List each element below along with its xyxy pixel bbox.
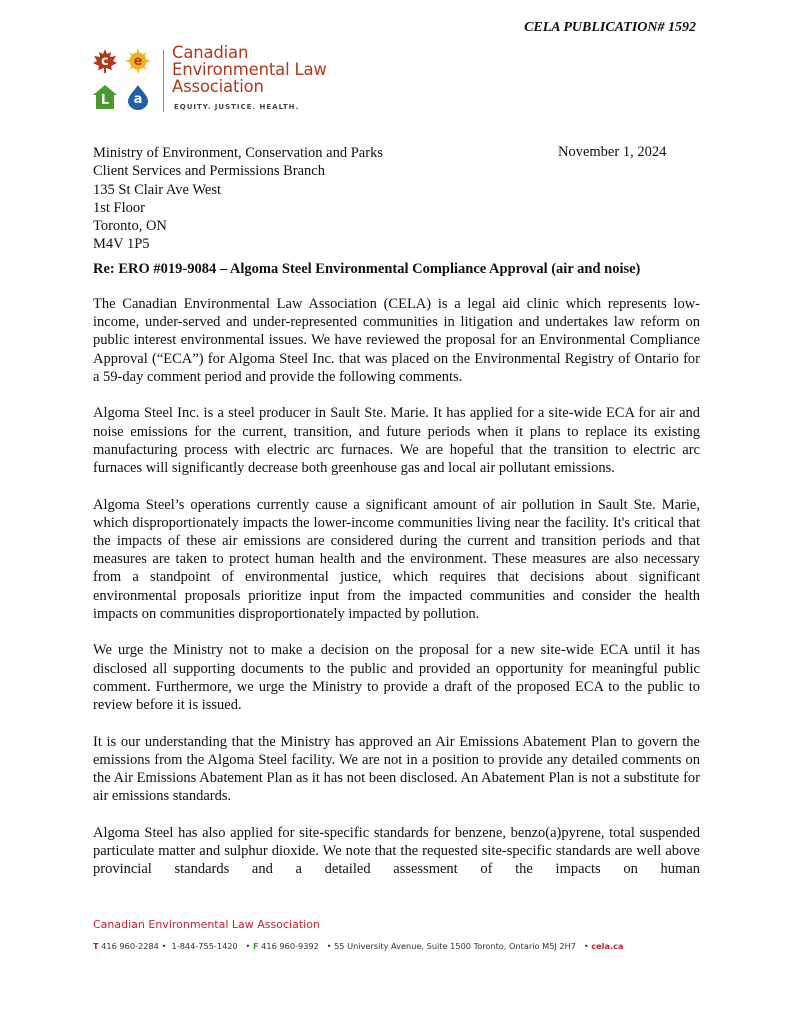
letter-date: November 1, 2024 xyxy=(558,144,667,160)
body-paragraph: Algoma Steel’s operations currently cause a significant amount of air pollution in Sault Ste. Marie, which disproportionately impacts the lower-income communities living near the facility. It's critical that the impacts of these air emissions are considered during the current and transition periods and that measures are taken to protect human health and the environment. These measures are also necessary from a standpoint of environmental justice, which requires that decisions about significant environmental proposals prioritize input from the impacted communities and consider the health impacts on communities disproportionately impacted by pollution. xyxy=(93,496,700,622)
body-paragraph: Algoma Steel has also applied for site-specific standards for benzene, benzo(a)pyrene, total suspended particulate matter and sulphur dioxide. We note that the requested site-specific standards are well above provincial standards and a detailed assessment of the impacts on human xyxy=(93,824,700,878)
recipient-line: Toronto, ON xyxy=(93,218,167,235)
body-paragraph: It is our understanding that the Ministry has approved an Air Emissions Abatement Plan to govern the emissions from the Algoma Steel facility. We are not in a position to provide any detailed comments on the Air Emissions Abatement Plan as it has not been disclosed. An Abatement Plan is not a substitute for air emissions standards. xyxy=(93,733,700,805)
publication-number: CELA PUBLICATION# 1592 xyxy=(524,20,696,35)
bullet: • xyxy=(161,941,167,951)
recipient-line: Client Services and Permissions Branch xyxy=(93,163,325,180)
logo-tagline: EQUITY. JUSTICE. HEALTH. xyxy=(174,103,300,111)
subject-line: Re: ERO #019-9084 – Algoma Steel Environmental Compliance Approval (air and noise) xyxy=(93,261,641,277)
recipient-address xyxy=(93,144,383,254)
logo-divider xyxy=(163,50,164,112)
footer-phone: 416 960-2284 xyxy=(101,941,159,951)
logo-letter-l: L xyxy=(100,92,110,108)
logo-letter-c: c xyxy=(101,53,109,69)
body-paragraph: The Canadian Environmental Law Association (CELA) is a legal aid clinic which represents low-income, under-served and under-represented communities in litigation and undertakes law reform on public interest environmental issues. We have reviewed the proposal for an Environmental Compliance Approval (“ECA”) for Algoma Steel Inc. that was placed on the Environmental Registry of Ontario for a 59-day comment period and provide the following comments. xyxy=(93,296,700,385)
logo-letter-a: a xyxy=(133,92,143,107)
footer-contact xyxy=(93,941,624,951)
recipient-line: 1st Floor xyxy=(93,199,145,216)
recipient-line: Ministry of Environment, Conservation and Parks xyxy=(93,145,383,161)
body-paragraph: Algoma Steel Inc. is a steel producer in Sault Ste. Marie. It has applied for a site-wide ECA for air and noise emissions for the current, transition, and future periods when it plans to replace its existing manufacturing process with electric arc furnaces. We are hopeful that the transition to electric arc furnaces will significantly decrease both greenhouse gas and local air pollutant emissions. xyxy=(93,405,700,477)
bullet: • xyxy=(245,941,251,951)
bullet: • xyxy=(583,941,589,951)
bullet: • xyxy=(326,941,332,951)
recipient-line: M4V 1P5 xyxy=(93,236,150,253)
footer-address: 55 University Avenue, Suite 1500 Toronto, Ontario M5J 2H7 xyxy=(334,941,576,951)
phone-label: T xyxy=(93,941,99,951)
fax-label: F xyxy=(252,941,259,951)
recipient-line: 135 St Clair Ave West xyxy=(93,181,221,198)
logo-name-line-2: Environmental Law xyxy=(172,60,327,79)
logo-icons xyxy=(92,44,156,112)
footer-fax: 416 960-9392 xyxy=(261,941,319,951)
footer-website-link[interactable]: cela.ca xyxy=(591,941,624,951)
water-drop-icon xyxy=(125,84,151,110)
sun-icon xyxy=(125,48,151,74)
footer-tollfree: 1-844-755-1420 xyxy=(171,941,238,951)
house-icon xyxy=(92,84,118,110)
logo-name-line-1: Canadian xyxy=(172,43,249,62)
cela-logo xyxy=(92,44,352,118)
logo-wordmark xyxy=(172,44,327,95)
letter-body xyxy=(93,295,700,897)
body-paragraph: We urge the Ministry not to make a decision on the proposal for a new site-wide ECA until it has disclosed all supporting documents to the public and provided an opportunity for meaningful public comment. Furthermore, we urge the Ministry to provide a draft of the proposed ECA to the public to review before it is issued. xyxy=(93,642,700,714)
footer-organization: Canadian Environmental Law Association xyxy=(93,918,320,931)
maple-leaf-icon xyxy=(92,48,118,74)
logo-name-line-3: Association xyxy=(172,77,264,96)
logo-letter-e: e xyxy=(133,53,143,69)
